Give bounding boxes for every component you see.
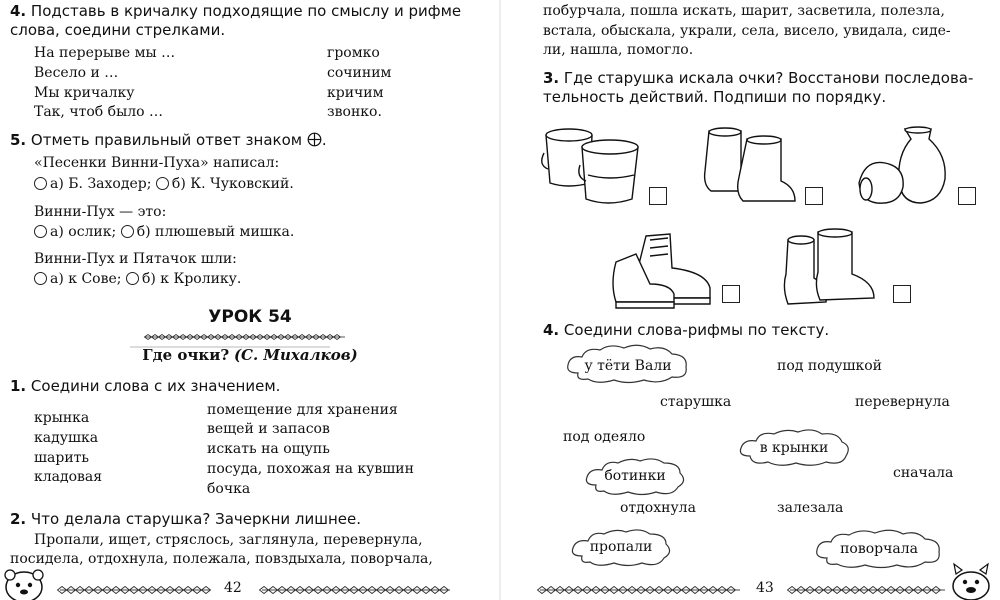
task1-word-4: кладовая xyxy=(34,469,103,485)
task2-line-1: Пропали, ищет, стряслось, заглянула, перевернула, xyxy=(34,532,423,548)
task2-heading xyxy=(10,510,361,528)
task1-meaning-4: посуда, похожая на кувшин xyxy=(207,461,414,477)
radio-q2-a[interactable] xyxy=(34,225,47,238)
task2-text: Что делала старушка? Зачеркни лишнее. xyxy=(30,510,361,528)
word-w2[interactable]: под подушкой xyxy=(777,358,882,374)
order-box-1[interactable] xyxy=(649,187,667,205)
word-w10[interactable]: залезала xyxy=(777,500,844,516)
page-number-right: 43 xyxy=(756,580,774,596)
word-w4[interactable]: перевернула xyxy=(855,394,950,410)
task3-text-1: Где старушка искала очки? Восстанови последова- xyxy=(563,69,974,87)
continued-line-3: ли, нашла, помогло. xyxy=(543,42,694,58)
task5-q2: Винни-Пух — это: xyxy=(34,204,167,220)
order-box-2[interactable] xyxy=(805,187,823,205)
task1-text: Соедини слова с их значением. xyxy=(30,377,281,395)
task4r-text: Соедини слова-рифмы по тексту. xyxy=(563,321,830,339)
word-w9[interactable]: отдохнула xyxy=(620,500,696,516)
word-w5[interactable]: под одеяло xyxy=(563,429,646,445)
left-word-1: На перерыве мы … xyxy=(34,45,176,61)
q1-b-label: б) К. Чуковский. xyxy=(171,176,294,192)
task5-q1: «Песенки Винни-Пуха» написал: xyxy=(34,155,280,171)
right-word-1: громко xyxy=(327,45,380,61)
radio-q1-b[interactable] xyxy=(156,177,169,190)
left-word-4: Так, чтоб было … xyxy=(34,104,163,120)
task4r-heading xyxy=(543,321,829,339)
task1-number: 1. xyxy=(10,377,27,395)
lesson-subtitle: Где очки? xyxy=(142,346,230,364)
word-w1[interactable]: у тёти Вали xyxy=(584,358,672,374)
task4-text-2: слова, соедини стрелками. xyxy=(10,21,226,39)
right-word-3: кричим xyxy=(327,85,384,101)
task1-heading xyxy=(10,377,280,395)
task5-number: 5. xyxy=(10,131,27,149)
left-word-2: Весело и … xyxy=(34,65,119,81)
radio-q3-b[interactable] xyxy=(126,272,139,285)
task4-text-1: Подставь в кричалку подходящие по смыслу и рифме xyxy=(30,2,462,20)
word-w11[interactable]: пропали xyxy=(589,539,653,555)
word-w3[interactable]: старушка xyxy=(660,394,732,410)
left-word-3: Мы кричалку xyxy=(34,85,135,101)
word-w6[interactable]: в крынки xyxy=(759,440,829,456)
page-number-left: 42 xyxy=(224,580,242,596)
task3-text-2: тельность действий. Подпиши по порядку. xyxy=(543,88,887,106)
word-w8[interactable]: сначала xyxy=(893,465,954,481)
task4r-number: 4. xyxy=(543,321,560,339)
task1-word-3: шарить xyxy=(34,450,90,466)
q2-a-label: а) ослик; xyxy=(50,224,117,240)
felt-boots-icon xyxy=(695,125,805,210)
q2-b-label: б) плюшевый мишка. xyxy=(136,224,295,240)
task1-meaning-1: помещение для хранения xyxy=(207,402,398,418)
continued-line-1: побурчала, пошла искать, шарит, засветила, полезла, xyxy=(543,3,945,19)
task5-heading: 5. Отметь правильный ответ знаком . xyxy=(10,131,327,149)
right-word-4: звонко. xyxy=(327,104,382,120)
radio-q2-b[interactable] xyxy=(121,225,134,238)
felt-boots-icon xyxy=(780,228,880,310)
lesson-author: (С. Михалков) xyxy=(233,346,358,364)
right-word-2: сочиним xyxy=(327,65,392,81)
task5-q3-options xyxy=(34,271,241,287)
task1-word-1: крынка xyxy=(34,410,90,426)
lesson-subtitle-row xyxy=(0,346,500,364)
task1-word-2: кадушка xyxy=(34,430,99,446)
jug-icon xyxy=(855,125,955,210)
radio-q3-a[interactable] xyxy=(34,272,47,285)
piglet-icon xyxy=(946,562,996,600)
order-box-5[interactable] xyxy=(893,285,911,303)
task1-meaning-2: вещей и запасов xyxy=(207,421,330,437)
q3-b-label: б) к Кролику. xyxy=(141,271,242,287)
q1-a-label: а) Б. Заходер; xyxy=(50,176,152,192)
radio-q1-a[interactable] xyxy=(34,177,47,190)
task4-number: 4. xyxy=(10,2,27,20)
word-w7[interactable]: ботинки xyxy=(604,468,666,484)
continued-line-2: встала, обыскала, украли, села, висело, увидала, сиде- xyxy=(543,23,951,39)
lesson-title: УРОК 54 xyxy=(208,307,292,327)
task4-heading xyxy=(10,2,461,20)
task1-meaning-5: бочка xyxy=(207,481,251,497)
task1-meaning-3: искать на ощупь xyxy=(207,441,330,457)
task2-number: 2. xyxy=(10,510,27,528)
task5-q1-options xyxy=(34,176,294,192)
winnie-pooh-icon xyxy=(0,565,50,600)
order-box-4[interactable] xyxy=(722,285,740,303)
task5-text: Отметь правильный ответ знаком xyxy=(30,131,303,149)
q3-a-label: а) к Сове; xyxy=(50,271,122,287)
circle-plus-icon xyxy=(307,132,322,147)
task2-line-2: посидела, отдохнула, полежала, повздыхала, поворчала, xyxy=(10,551,433,567)
task3-number: 3. xyxy=(543,69,560,87)
bucket-icon xyxy=(540,125,650,210)
shoes-icon xyxy=(610,228,720,310)
word-w12[interactable]: поворчала xyxy=(840,541,918,557)
order-box-3[interactable] xyxy=(958,187,976,205)
task5-q2-options xyxy=(34,224,294,240)
task5-q3: Винни-Пух и Пятачок шли: xyxy=(34,251,237,267)
task3-heading xyxy=(543,69,973,87)
